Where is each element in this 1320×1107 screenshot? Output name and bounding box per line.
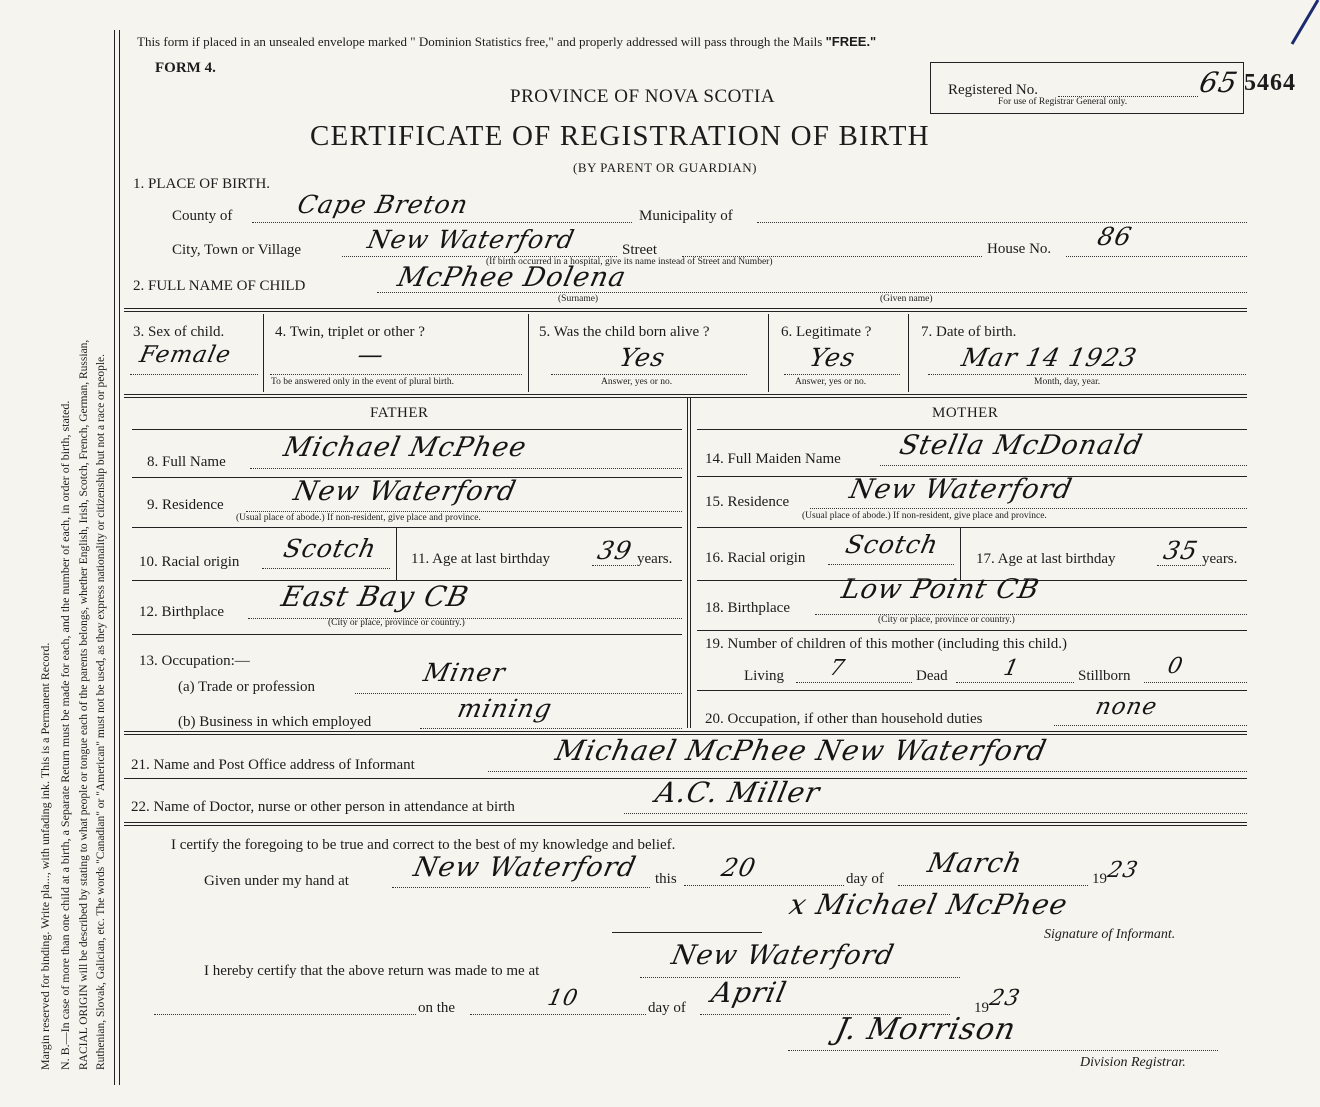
left-border [114, 30, 115, 1085]
margin-note-racial-origin: RACIAL ORIGIN will be described by stating to what people or tongue each of the parents belongs, whether English, Irish, Scotch, French, German, Russian, [78, 339, 90, 1070]
mother-age-years: years. [1202, 551, 1238, 567]
registrar-certify-label: I hereby certify that the above return was made to me at [204, 963, 540, 979]
surname-note: (Surname) [558, 294, 599, 304]
given-under-hand-label: Given under my hand at [204, 873, 349, 889]
sex-value: Female [137, 342, 234, 368]
child-name-value: McPhee Dolena [394, 262, 630, 293]
given-year-value: 23 [1105, 858, 1141, 883]
mother-residence-value: New Waterford [846, 474, 1076, 505]
twin-value: — [354, 340, 388, 369]
given-month-value: March [924, 848, 1026, 879]
mail-note: This form if placed in an unsealed envelope marked " Dominion Statistics free," and properly addressed will pass through the Mails "FREE." [137, 34, 877, 49]
registrar-month-value: April [708, 976, 790, 1009]
this-label: this [655, 871, 677, 887]
mother-name-label: 14. Full Maiden Name [705, 451, 841, 467]
father-residence-label: 9. Residence [147, 497, 224, 513]
attendant-label: 22. Name of Doctor, nurse or other person in attendance at birth [131, 799, 515, 815]
county-label: County of [172, 208, 233, 224]
father-racial-origin-value: Scotch [280, 534, 380, 563]
mother-residence-label: 15. Residence [705, 494, 790, 510]
registered-label: Registered No. [948, 82, 1038, 98]
city-label: City, Town or Village [172, 242, 302, 258]
born-alive-label: 5. Was the child born alive ? [539, 324, 710, 340]
father-name-label: 8. Full Name [147, 454, 226, 470]
business-label: (b) Business in which employed [178, 714, 372, 730]
father-birthplace-value: East Bay CB [278, 580, 473, 613]
mother-racial-origin-label: 16. Racial origin [705, 550, 806, 566]
father-birthplace-label: 12. Birthplace [139, 604, 224, 620]
living-value: 7 [827, 656, 848, 681]
legitimate-label: 6. Legitimate ? [781, 324, 872, 340]
place-of-birth-heading: 1. PLACE OF BIRTH. [133, 176, 271, 192]
father-age-years: years. [637, 551, 673, 567]
street-label: Street [622, 242, 657, 258]
margin-note-multiple-births: N. B.—In case of more than one child at a birth, a Separate Return must be made for each, and the number of each, in order of birth, stated. [58, 400, 72, 1070]
informant-value: Michael McPhee New Waterford [552, 734, 1050, 767]
father-mother-divider [687, 398, 691, 728]
margin-note-racial-origin-2: Ruthenian, Slovak, Galician, etc. The words "Canadian" or "American" must not be used, as they express nationality or citizenship but not a race or people. [95, 353, 107, 1070]
house-number-value: 86 [1094, 222, 1135, 251]
page-subtitle: (BY PARENT OR GUARDIAN) [573, 160, 758, 175]
father-residence-value: New Waterford [290, 476, 520, 507]
children-count-label: 19. Number of children of this mother (including this child.) [705, 636, 1068, 652]
child-name-label: 2. FULL NAME OF CHILD [133, 278, 306, 294]
dead-label: Dead [916, 668, 948, 684]
born-alive-value: Yes [616, 343, 669, 372]
mother-name-value: Stella McDonald [896, 430, 1146, 461]
trade-value: Miner [420, 658, 509, 687]
given-place-value: New Waterford [410, 852, 640, 883]
registrar-caption: Division Registrar. [1080, 1055, 1186, 1070]
mother-age-value: 35 [1160, 536, 1201, 565]
date-of-birth-note: Month, day, year. [1034, 377, 1101, 387]
father-heading: FATHER [370, 405, 429, 421]
mother-birthplace-label: 18. Birthplace [705, 600, 790, 616]
father-age-label: 11. Age at last birthday [411, 551, 550, 567]
mother-occupation-label: 20. Occupation, if other than household duties [705, 711, 983, 727]
ink-stroke [1268, 0, 1320, 60]
date-of-birth-value: Mar 14 1923 [958, 343, 1140, 372]
year-prefix: 19 [1092, 871, 1107, 887]
father-residence-note: (Usual place of abode.) If non-resident, give place and province. [236, 513, 481, 523]
registrar-year-value: 23 [987, 986, 1023, 1011]
registrar-place-value: New Waterford [668, 940, 898, 971]
street-note: (If birth occurred in a hospital, give its name instead of Street and Number) [486, 257, 773, 267]
father-birthplace-note: (City or place, province or country.) [328, 618, 465, 628]
attendant-value: A.C. Miller [652, 776, 824, 809]
informant-signature-caption: Signature of Informant. [1044, 927, 1176, 942]
legitimate-note: Answer, yes or no. [795, 377, 867, 387]
registered-number: 5464 [1244, 70, 1296, 96]
registrar-year-prefix: 19 [974, 1000, 989, 1016]
mother-heading: MOTHER [932, 405, 999, 421]
on-the-label: on the [418, 1000, 456, 1016]
born-alive-note: Answer, yes or no. [601, 377, 673, 387]
province-heading: PROVINCE OF NOVA SCOTIA [510, 86, 776, 107]
given-name-note: (Given name) [880, 294, 933, 304]
stillborn-label: Stillborn [1078, 668, 1131, 684]
living-label: Living [744, 668, 784, 684]
city-value: New Waterford [364, 225, 578, 254]
business-value: mining [454, 694, 555, 723]
father-name-value: Michael McPhee [280, 432, 530, 463]
registrar-day-of-label: day of [648, 1000, 686, 1016]
date-of-birth-label: 7. Date of birth. [921, 324, 1017, 340]
margin-note-binding: Margin reserved for binding. Write pla..., with unfading ink. This is a Permanent Record. [38, 642, 52, 1070]
given-day-value: 20 [718, 853, 759, 882]
registrar-signature: J. Morrison [832, 1012, 1020, 1047]
form-number: FORM 4. [155, 60, 216, 76]
mother-racial-origin-value: Scotch [842, 530, 942, 559]
page-title: CERTIFICATE OF REGISTRATION OF BIRTH [310, 120, 930, 152]
mother-birthplace-value: Low Point CB [838, 574, 1043, 605]
registered-number-handwritten: 65 [1196, 66, 1242, 99]
municipality-label: Municipality of [639, 208, 733, 224]
legitimate-value: Yes [806, 343, 859, 372]
registrar-day-value: 10 [545, 986, 581, 1011]
mother-occupation-value: none [1093, 694, 1160, 720]
twin-label: 4. Twin, triplet or other ? [275, 324, 425, 340]
twin-note: To be answered only in the event of plural birth. [271, 377, 454, 387]
informant-label: 21. Name and Post Office address of Informant [131, 757, 415, 773]
dead-value: 1 [1001, 656, 1022, 681]
mother-age-label: 17. Age at last birthday [976, 551, 1116, 567]
informant-signature: x Michael McPhee [786, 888, 1072, 921]
mother-birthplace-note: (City or place, province or country.) [878, 615, 1015, 625]
certify-statement: I certify the foregoing to be true and correct to the best of my knowledge and belief. [171, 837, 676, 853]
mother-residence-note: (Usual place of abode.) If non-resident, give place and province. [802, 511, 1047, 521]
sex-label: 3. Sex of child. [133, 324, 225, 340]
father-occupation-label: 13. Occupation:— [139, 653, 250, 669]
father-racial-origin-label: 10. Racial origin [139, 554, 240, 570]
father-age-value: 39 [594, 536, 635, 565]
registered-note: For use of Registrar General only. [998, 97, 1128, 107]
stillborn-value: 0 [1165, 654, 1186, 679]
house-number-label: House No. [987, 241, 1052, 257]
day-of-label: day of [846, 871, 884, 887]
trade-label: (a) Trade or profession [178, 679, 316, 695]
county-value: Cape Breton [294, 190, 472, 219]
